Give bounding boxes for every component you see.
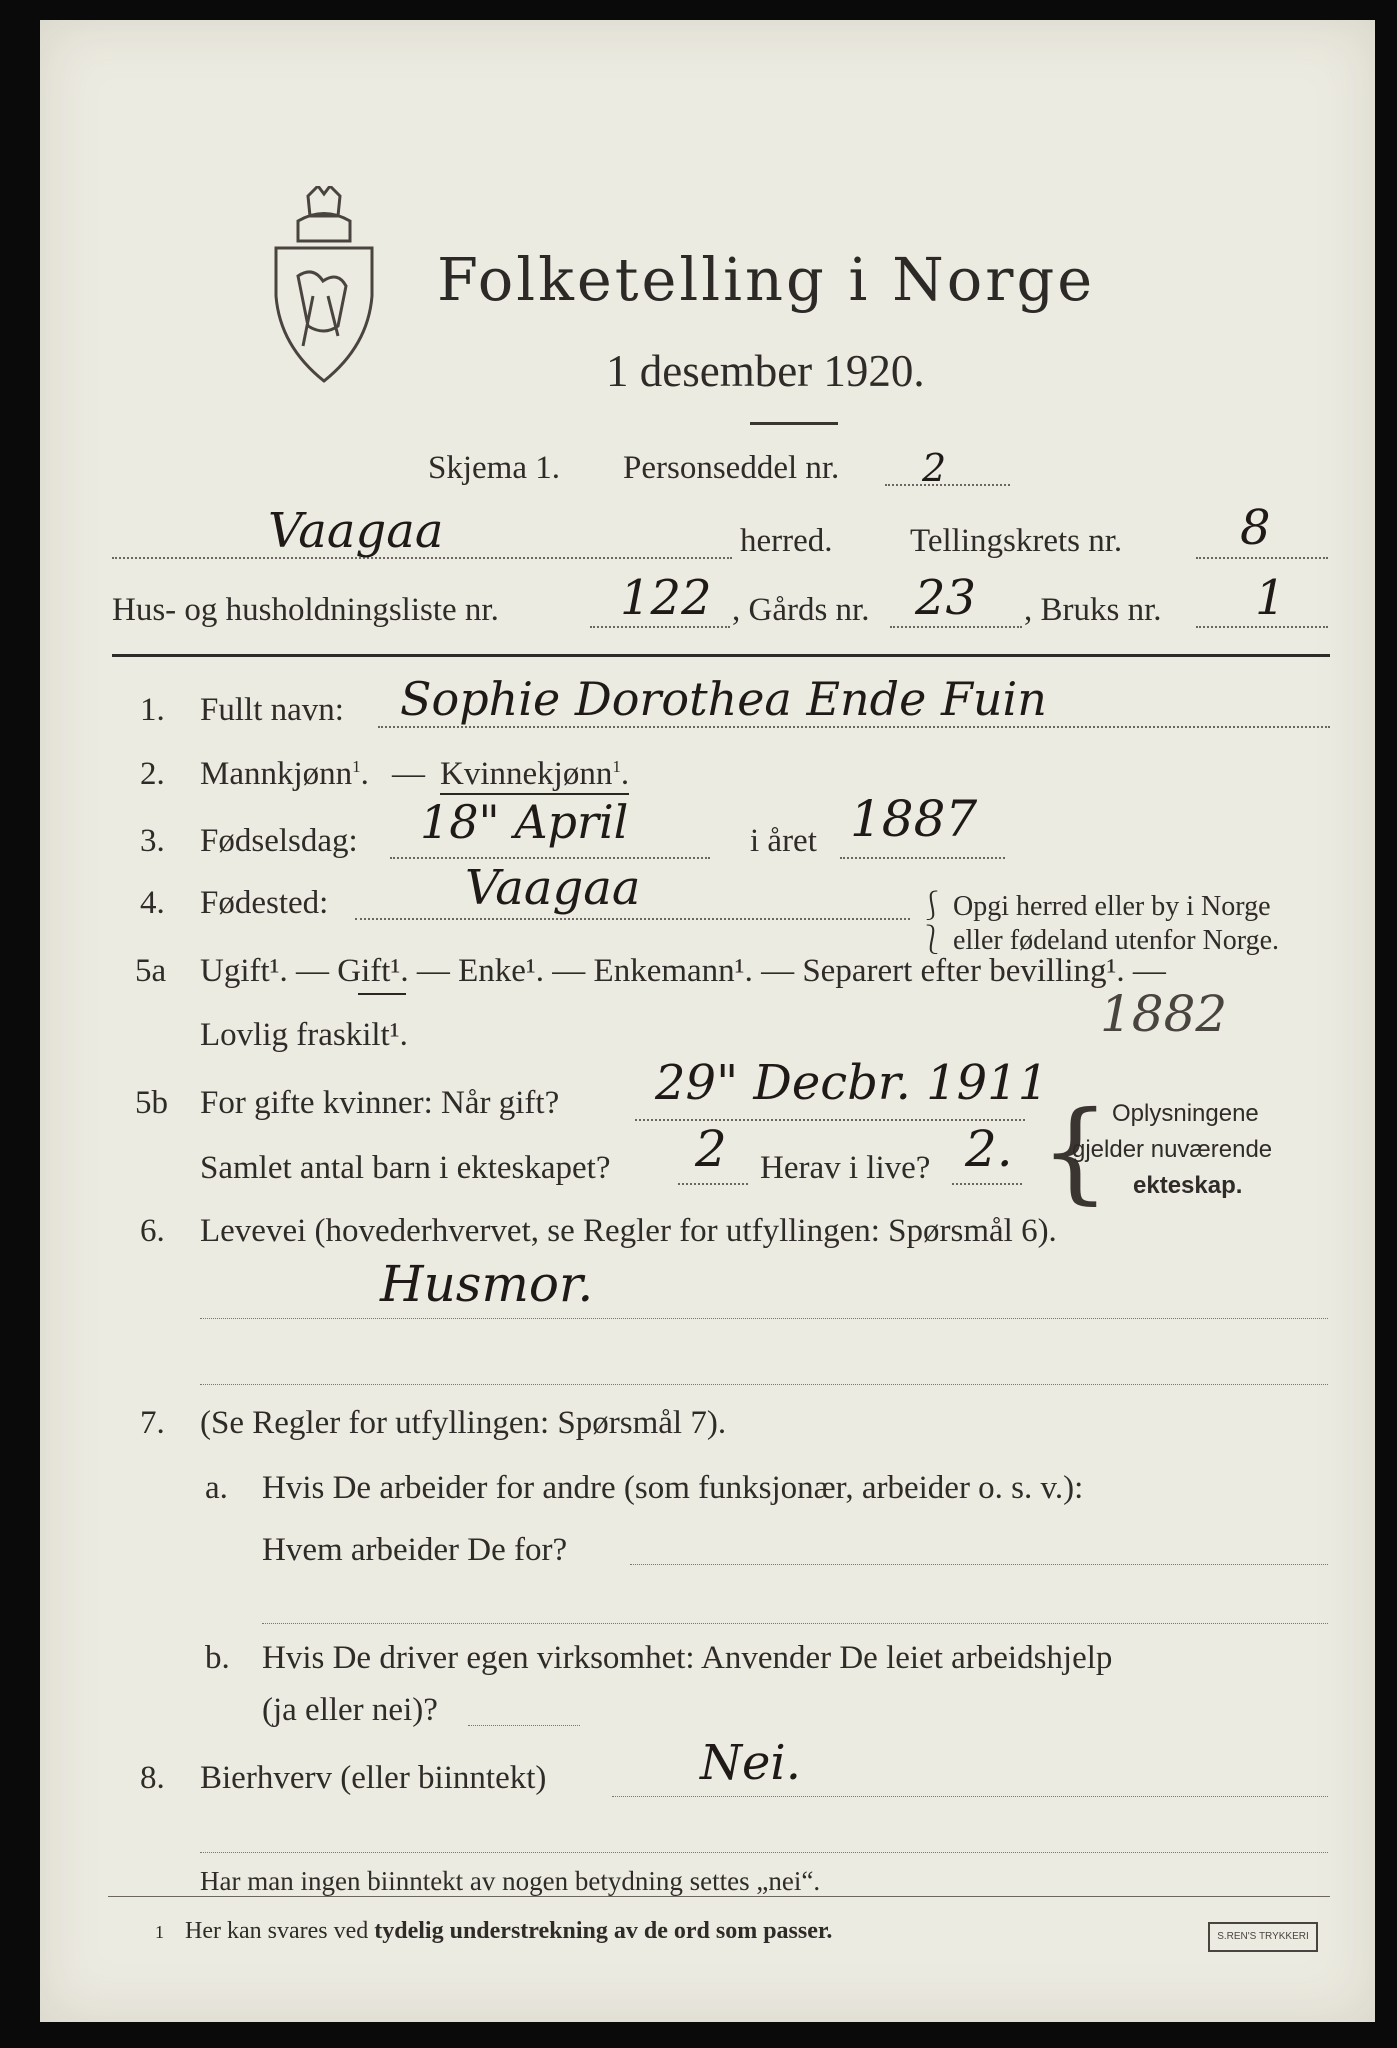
q2-separator: — — [392, 756, 425, 792]
q5a-handwritten-year: 1882 — [1100, 985, 1228, 1043]
q5a-text-line2: Lovlig fraskilt¹. — [200, 1017, 408, 1053]
q3-label: Fødselsdag: — [200, 823, 358, 859]
q8-line-2 — [200, 1852, 1328, 1853]
q5b-live-value: 2. — [965, 1120, 1013, 1178]
gards-label: , Gårds nr. — [732, 592, 870, 628]
personseddel-value: 2 — [922, 446, 947, 490]
q7b-letter: b. — [205, 1640, 230, 1676]
q5b-barn-line — [678, 1183, 748, 1185]
footnote-text: Her kan svares ved tydelig understrekning av de ord som passer. — [185, 1918, 833, 1944]
printer-stamp: S.REN'S TRYKKERI — [1208, 1922, 1318, 1952]
q1-number: 1. — [140, 692, 165, 728]
q6-line-2 — [200, 1384, 1328, 1385]
q1-line — [378, 726, 1330, 728]
q6-number: 6. — [140, 1213, 165, 1249]
husliste-value: 122 — [620, 570, 712, 626]
q7-number: 7. — [140, 1405, 165, 1441]
herred-label: herred. — [740, 523, 833, 559]
q3-year-line — [840, 857, 1005, 859]
q4-line — [355, 918, 910, 920]
husliste-label: Hus- og husholdningsliste nr. — [112, 592, 499, 628]
q7b-line — [468, 1725, 580, 1726]
q5b-barn-value: 2 — [695, 1120, 727, 1178]
q4-value: Vaagaa — [465, 860, 641, 916]
footnote-number: 1 — [155, 1922, 164, 1942]
q7a-text: Hvis De arbeider for andre (som funksjonær, arbeider o. s. v.): — [262, 1470, 1084, 1506]
q3-aaret-label: i året — [750, 823, 817, 859]
q6-label: Levevei (hovederhvervet, se Regler for utfyllingen: Spørsmål 6). — [200, 1213, 1057, 1249]
q7a-text-line2: Hvem arbeider De for? — [262, 1532, 568, 1568]
q4-number: 4. — [140, 885, 165, 921]
gards-line — [890, 626, 1022, 628]
q5a-number: 5a — [135, 953, 167, 989]
q4-note-line1: ⎰ Opgi herred eller by i Norge — [918, 891, 1271, 922]
q5b-note-line3: ekteskap. — [1133, 1172, 1243, 1199]
q6-line-1 — [200, 1318, 1328, 1319]
q7a-letter: a. — [205, 1470, 228, 1506]
q5b-live-label: Herav i live? — [760, 1150, 931, 1186]
q7b-text-line2: (ja eller nei)? — [262, 1692, 438, 1728]
q5b-label: For gifte kvinner: Når gift? — [200, 1085, 560, 1121]
bruks-line — [1196, 626, 1328, 628]
tellingskrets-line — [1196, 557, 1328, 559]
norwegian-coat-of-arms-icon — [268, 186, 380, 384]
q3-value: 18" April — [420, 795, 629, 849]
q5a-gift-underline — [358, 993, 406, 995]
q5b-brace: { — [1040, 1087, 1110, 1215]
tellingskrets-label: Tellingskrets nr. — [910, 523, 1123, 559]
q3-line — [390, 857, 710, 859]
footnote-rule — [108, 1896, 1330, 1897]
tellingskrets-value: 8 — [1240, 500, 1271, 556]
q8-value: Nei. — [700, 1735, 802, 1791]
q8-number: 8. — [140, 1760, 165, 1796]
q7a-line-2 — [262, 1623, 1328, 1624]
q5b-live-line — [952, 1183, 1022, 1185]
q2-number: 2. — [140, 756, 165, 792]
q8-label: Bierhverv (eller biinntekt) — [200, 1760, 547, 1796]
q7b-text: Hvis De driver egen virksomhet: Anvender De leiet arbeidshjelp — [262, 1640, 1113, 1676]
census-date: 1 desember 1920. — [606, 346, 925, 396]
q7-label: (Se Regler for utfyllingen: Spørsmål 7). — [200, 1405, 727, 1441]
q3-number: 3. — [140, 823, 165, 859]
q4-label: Fødested: — [200, 885, 329, 921]
q7a-line-1 — [630, 1564, 1328, 1565]
q1-value: Sophie Dorothea Ende Fuin — [400, 672, 1047, 726]
q8-line-1 — [612, 1796, 1328, 1797]
q2-kvinnekjonn-underlined: Kvinnekjønn$^1$. — [440, 756, 629, 795]
page-title: Folketelling i Norge — [437, 245, 1096, 314]
q5b-note-line2: gjelder nuværende — [1072, 1136, 1273, 1163]
footer-note: Har man ingen biinntekt av nogen betydning settes „nei“. — [200, 1866, 821, 1896]
q6-value: Husmor. — [380, 1255, 594, 1313]
q5b-number: 5b — [135, 1085, 168, 1121]
bruks-label: , Bruks nr. — [1024, 592, 1162, 628]
q4-note-line2: ⎱ eller fødeland utenfor Norge. — [918, 925, 1280, 956]
q2-mannkjonn: Mannkjønn$^1$. — [200, 756, 369, 792]
husliste-line — [590, 626, 730, 628]
personseddel-label: Personseddel nr. — [623, 450, 840, 486]
q5b-barn-label: Samlet antal barn i ekteskapet? — [200, 1150, 611, 1186]
bruks-value: 1 — [1255, 570, 1286, 626]
herred-value: Vaagaa — [268, 503, 444, 559]
q1-label: Fullt navn: — [200, 692, 344, 728]
gards-value: 23 — [915, 570, 977, 626]
q5a-text: Ugift¹. — Gift¹. — Enke¹. — Enkemann¹. — Separert efter bevilling¹. — — [200, 953, 1166, 989]
personseddel-line — [885, 484, 1010, 486]
skjema-label: Skjema 1. — [428, 450, 560, 486]
q5b-note-line1: Oplysningene — [1112, 1100, 1259, 1127]
title-divider — [750, 422, 838, 425]
q3-year-value: 1887 — [850, 790, 978, 848]
header-rule — [112, 654, 1330, 657]
q5b-value: 29" Decbr. 1911 — [655, 1055, 1049, 1111]
